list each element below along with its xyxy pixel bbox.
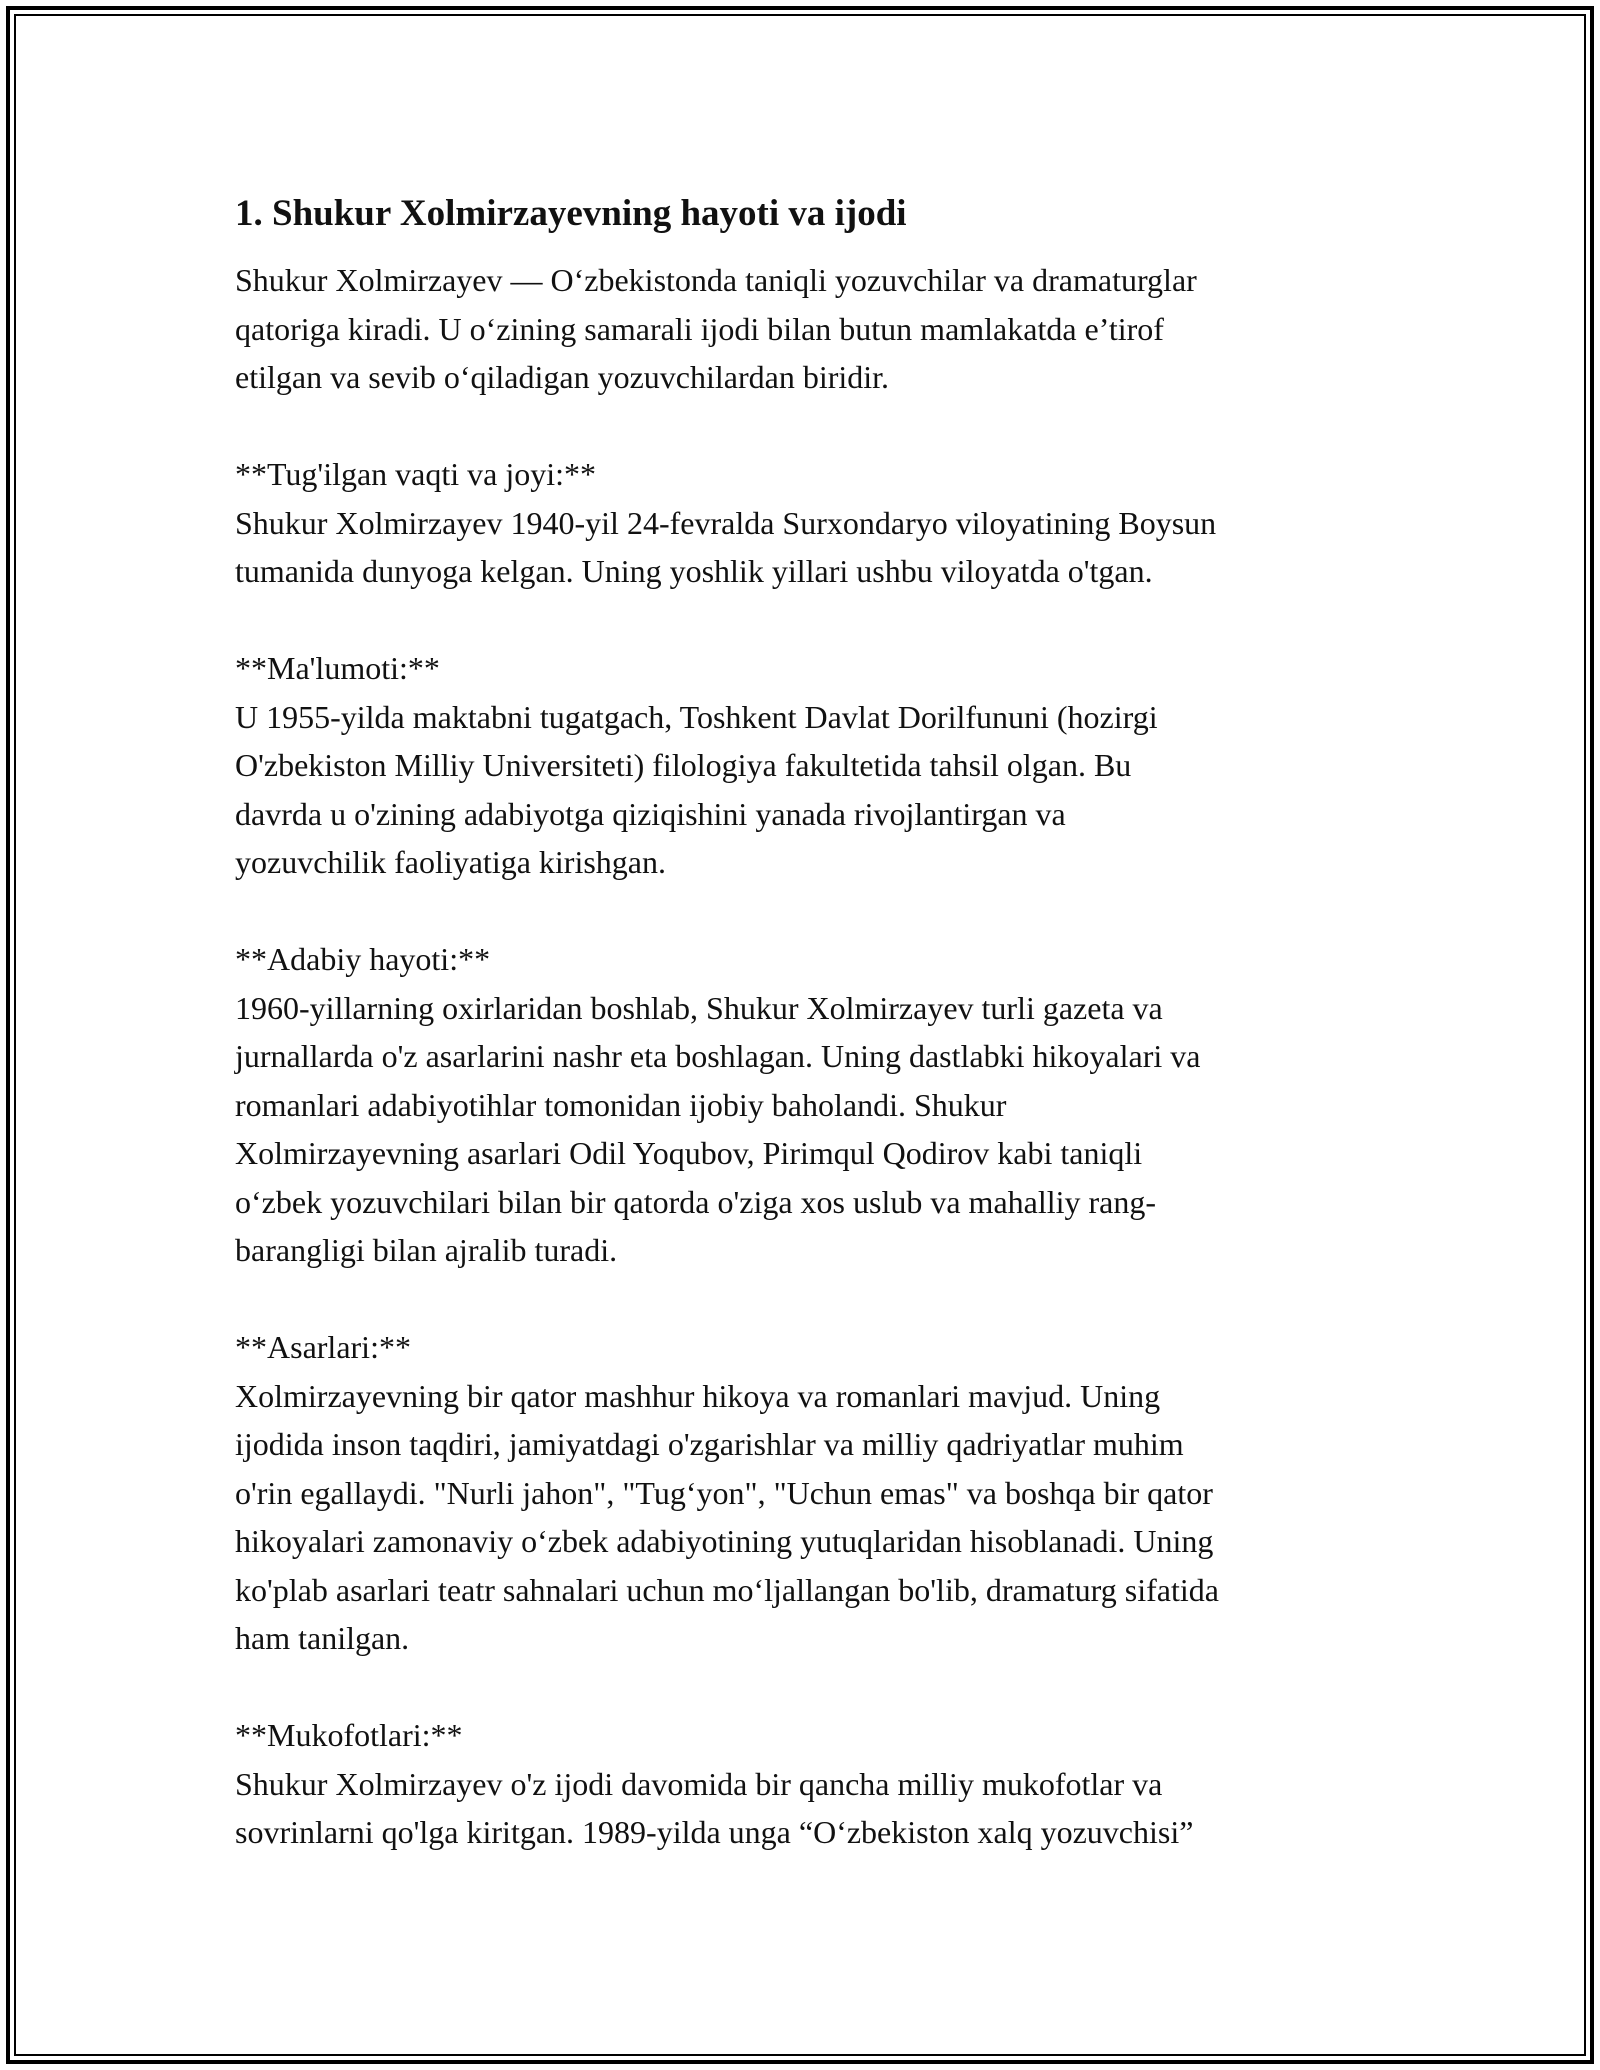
body-line: ijodida inson taqdiri, jamiyatdagi o'zgarishlar va milliy qadriyatlar muhim — [235, 1426, 1184, 1462]
section-awards — [235, 1711, 1385, 1857]
body-line: barangligi bilan ajralib turadi. — [235, 1232, 618, 1268]
body-line: 1960-yillarning oxirlaridan boshlab, Shukur Xolmirzayev turli gazeta va — [235, 989, 1163, 1026]
section-literary-life — [235, 935, 1385, 1275]
body-line: yozuvchilik faoliyatiga kirishgan. — [235, 844, 666, 880]
document-title: 1. Shukur Xolmirzayevning hayoti va ijodi — [235, 193, 907, 234]
body-line: O'zbekiston Milliy Universiteti) filologiya fakultetida tahsil olgan. Bu — [235, 747, 1132, 783]
section-body — [235, 499, 1385, 596]
body-line: romanlari adabiyotihlar tomonidan ijobiy baholandi. Shukur — [235, 1086, 1007, 1123]
body-line: o'rin egallaydi. "Nurli jahon", "Tug‘yon", "Uchun emas" va boshqa bir qator — [235, 1474, 1213, 1511]
body-line: o‘zbek yozuvchilari bilan bir qatorda o'ziga xos uslub va mahalliy rang- — [235, 1183, 1157, 1220]
section-body — [235, 693, 1385, 887]
body-line: tumanida dunyoga kelgan. Uning yoshlik yillari ushbu viloyatda o'tgan. — [235, 553, 1153, 589]
body-line: Xolmirzayevning bir qator mashhur hikoya va romanlari mavjud. Uning — [235, 1377, 1161, 1414]
intro-line: etilgan va sevib o‘qiladigan yozuvchilardan biridir. — [235, 359, 890, 395]
body-line: ko'plab asarlari teatr sahnalari uchun mo‘ljallangan bo'lib, dramaturg sifatida — [235, 1571, 1219, 1608]
body-line: jurnallarda o'z asarlarini nashr eta boshlagan. Uning dastlabki hikoyalari va — [235, 1038, 1201, 1074]
body-line: davrda u o'zining adabiyotga qiziqishini yanada rivojlantirgan va — [235, 795, 1066, 832]
body-line: hikoyalari zamonaviy o‘zbek adabiyotining yutuqlaridan hisoblanadi. Uning — [235, 1523, 1214, 1559]
body-line: ham tanilgan. — [235, 1620, 410, 1656]
body-line: sovrinlarni qo'lga kiritgan. 1989-yilda unga “O‘zbekiston xalq yozuvchisi” — [235, 1814, 1194, 1850]
intro-line: qatoriga kiradi. U o‘zining samarali ijodi bilan butun mamlakatda e’tirof — [235, 310, 1164, 347]
body-line: Shukur Xolmirzayev o'z ijodi davomida bir qancha milliy mukofotlar va — [235, 1765, 1163, 1802]
section-heading: **Ma'lumoti:** — [235, 650, 440, 686]
section-education — [235, 644, 1385, 887]
section-body — [235, 1760, 1385, 1857]
body-line: Shukur Xolmirzayev 1940-yil 24-fevralda Surxondaryo viloyatining Boysun — [235, 504, 1217, 541]
intro-paragraph — [235, 256, 1385, 402]
body-line: U 1955-yilda maktabni tugatgach, Toshkent Davlat Dorilfununi (hozirgi — [235, 698, 1158, 735]
document-content — [235, 186, 1385, 1905]
section-body — [235, 984, 1385, 1275]
intro-line: Shukur Xolmirzayev — O‘zbekistonda taniqli yozuvchilar va dramaturglar — [235, 262, 1197, 298]
section-heading: **Adabiy hayoti:** — [235, 941, 491, 977]
section-heading: **Mukofotlari:** — [235, 1717, 463, 1753]
section-birth — [235, 450, 1385, 596]
section-heading: **Asarlari:** — [235, 1329, 411, 1365]
section-heading: **Tug'ilgan vaqti va joyi:** — [235, 456, 597, 492]
body-line: Xolmirzayevning asarlari Odil Yoqubov, Pirimqul Qodirov kabi taniqli — [235, 1135, 1143, 1171]
section-works — [235, 1323, 1385, 1663]
section-body — [235, 1372, 1385, 1663]
